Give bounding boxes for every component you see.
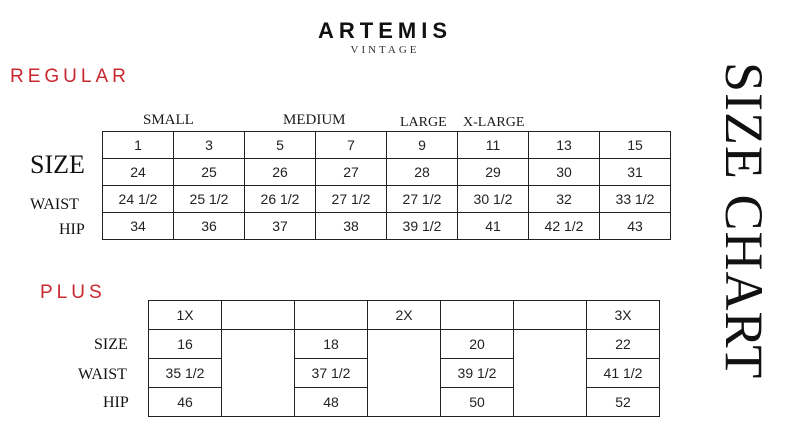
table-cell <box>368 359 441 388</box>
table-cell: 9 <box>387 132 458 159</box>
table-cell <box>222 301 295 330</box>
table-cell: 32 <box>529 186 600 213</box>
table-cell: 36 <box>174 213 245 240</box>
plus-size-table <box>148 300 660 417</box>
plus-section-title: PLUS <box>40 282 106 303</box>
table-cell: 26 1/2 <box>245 186 316 213</box>
table-cell: 48 <box>295 388 368 417</box>
table-cell: 42 1/2 <box>529 213 600 240</box>
table-cell: 13 <box>529 132 600 159</box>
brand-logo: ARTEMIS <box>318 18 452 43</box>
regular-waist-label: WAIST <box>30 196 79 213</box>
table-cell: 43 <box>600 213 671 240</box>
table-cell: 2X <box>368 301 441 330</box>
table-cell: 33 1/2 <box>600 186 671 213</box>
regular-size-label: SIZE <box>30 150 85 179</box>
regular-size-row <box>103 159 671 186</box>
table-cell: 25 1/2 <box>174 186 245 213</box>
group-large: LARGE <box>400 115 447 130</box>
table-cell: 7 <box>316 132 387 159</box>
table-cell: 29 <box>458 159 529 186</box>
table-cell: 50 <box>441 388 514 417</box>
table-cell: 41 <box>458 213 529 240</box>
plus-header-row <box>149 301 660 330</box>
table-cell: 26 <box>245 159 316 186</box>
table-cell: 5 <box>245 132 316 159</box>
regular-hip-row <box>103 213 671 240</box>
table-cell: 28 <box>387 159 458 186</box>
table-cell: 1X <box>149 301 222 330</box>
plus-size-label: SIZE <box>94 336 128 353</box>
table-cell: 34 <box>103 213 174 240</box>
plus-hip-label: HIP <box>103 394 129 411</box>
table-cell: 46 <box>149 388 222 417</box>
group-medium: MEDIUM <box>283 112 346 128</box>
table-cell: 27 1/2 <box>387 186 458 213</box>
regular-size-code-row <box>103 132 671 159</box>
table-cell: 30 <box>529 159 600 186</box>
regular-size-table <box>102 131 671 240</box>
group-small: SMALL <box>143 112 194 128</box>
table-cell: 39 1/2 <box>441 359 514 388</box>
plus-waist-row <box>149 359 660 388</box>
table-cell <box>222 388 295 417</box>
group-xlarge: X-LARGE <box>463 115 525 130</box>
table-cell: 52 <box>587 388 660 417</box>
table-cell: 30 1/2 <box>458 186 529 213</box>
table-cell: 37 <box>245 213 316 240</box>
plus-hip-row <box>149 388 660 417</box>
table-cell: 18 <box>295 330 368 359</box>
table-cell <box>514 330 587 359</box>
table-cell: 15 <box>600 132 671 159</box>
table-cell: 20 <box>441 330 514 359</box>
table-cell <box>295 301 368 330</box>
table-cell: 27 1/2 <box>316 186 387 213</box>
table-cell: 3X <box>587 301 660 330</box>
size-chart-title: SIZE CHART <box>714 62 774 380</box>
table-cell <box>514 388 587 417</box>
table-cell <box>222 359 295 388</box>
brand-subtitle: VINTAGE <box>350 44 420 56</box>
table-cell: 16 <box>149 330 222 359</box>
plus-waist-label: WAIST <box>78 366 127 383</box>
table-cell <box>222 330 295 359</box>
table-cell: 35 1/2 <box>149 359 222 388</box>
table-cell: 27 <box>316 159 387 186</box>
table-cell: 37 1/2 <box>295 359 368 388</box>
table-cell: 25 <box>174 159 245 186</box>
table-cell: 24 <box>103 159 174 186</box>
table-cell <box>514 359 587 388</box>
regular-waist-row <box>103 186 671 213</box>
table-cell: 3 <box>174 132 245 159</box>
table-cell <box>368 388 441 417</box>
table-cell: 39 1/2 <box>387 213 458 240</box>
table-cell: 1 <box>103 132 174 159</box>
table-cell <box>368 330 441 359</box>
table-cell: 38 <box>316 213 387 240</box>
table-cell: 41 1/2 <box>587 359 660 388</box>
regular-hip-label: HIP <box>59 221 85 238</box>
regular-section-title: REGULAR <box>10 66 130 87</box>
table-cell: 24 1/2 <box>103 186 174 213</box>
table-cell: 22 <box>587 330 660 359</box>
table-cell: 31 <box>600 159 671 186</box>
table-cell <box>514 301 587 330</box>
table-cell: 11 <box>458 132 529 159</box>
plus-size-row <box>149 330 660 359</box>
table-cell <box>441 301 514 330</box>
